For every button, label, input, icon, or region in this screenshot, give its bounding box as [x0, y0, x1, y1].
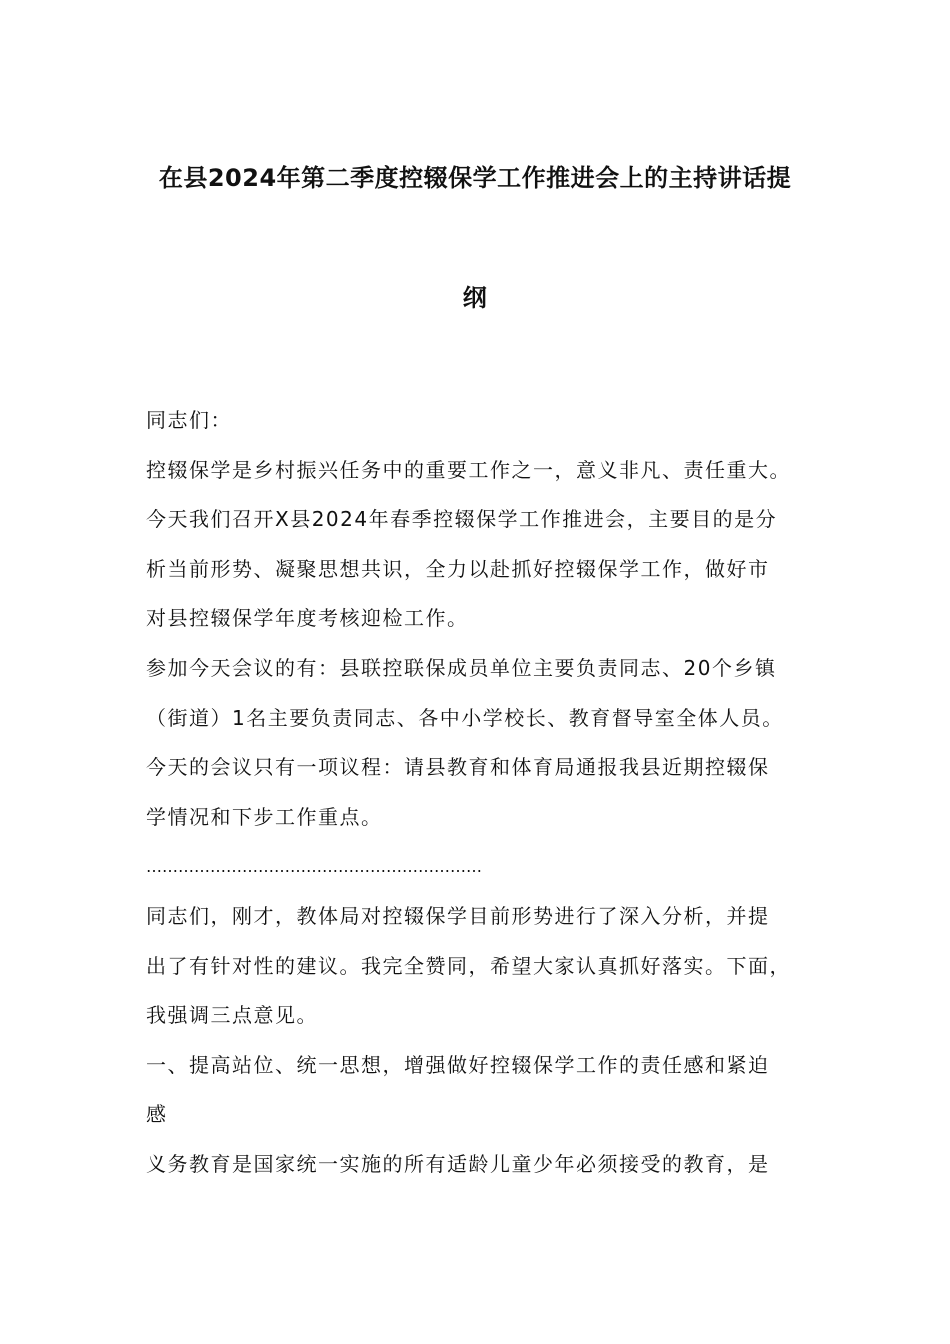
- body-line: 同志们，刚才，教体局对控辍保学目前形势进行了深入分析，并提: [146, 903, 770, 928]
- body-line: 出了有针对性的建议。我完全赞同，希望大家认真抓好落实。下面，: [146, 953, 791, 978]
- body-line: 义务教育是国家统一实施的所有适龄儿童少年必须接受的教育，是: [146, 1151, 770, 1176]
- ellipsis-divider: ………………………………………………………: [146, 857, 482, 877]
- document-title-line-2: 纲: [462, 284, 488, 312]
- body-line: 我强调三点意见。: [146, 1003, 318, 1028]
- body-line: 控辍保学是乡村振兴任务中的重要工作之一，意义非凡、责任重大。: [146, 457, 791, 482]
- body-line: 今天的会议只有一项议程：请县教育和体育局通报我县近期控辍保: [146, 755, 770, 780]
- document-title-line-1: 在县2024年第二季度控辍保学工作推进会上的主持讲话提: [158, 164, 792, 192]
- body-line: 学情况和下步工作重点。: [146, 804, 383, 829]
- body-line: 对县控辍保学年度考核迎检工作。: [146, 606, 469, 631]
- section-heading: 一、提高站位、统一思想，增强做好控辍保学工作的责任感和紧迫: [146, 1052, 770, 1077]
- salutation: 同志们：: [146, 408, 232, 432]
- document-body: [146, 396, 816, 1190]
- body-line: （街道）1名主要负责同志、各中小学校长、教育督导室全体人员。: [146, 705, 784, 730]
- body-line: 析当前形势、凝聚思想共识，全力以赴抓好控辍保学工作，做好市: [146, 556, 770, 581]
- section-heading: 感: [146, 1102, 168, 1127]
- body-line: 今天我们召开X县2024年春季控辍保学工作推进会，主要目的是分: [146, 507, 778, 532]
- body-line: 参加今天会议的有：县联控联保成员单位主要负责同志、20个乡镇: [146, 655, 777, 680]
